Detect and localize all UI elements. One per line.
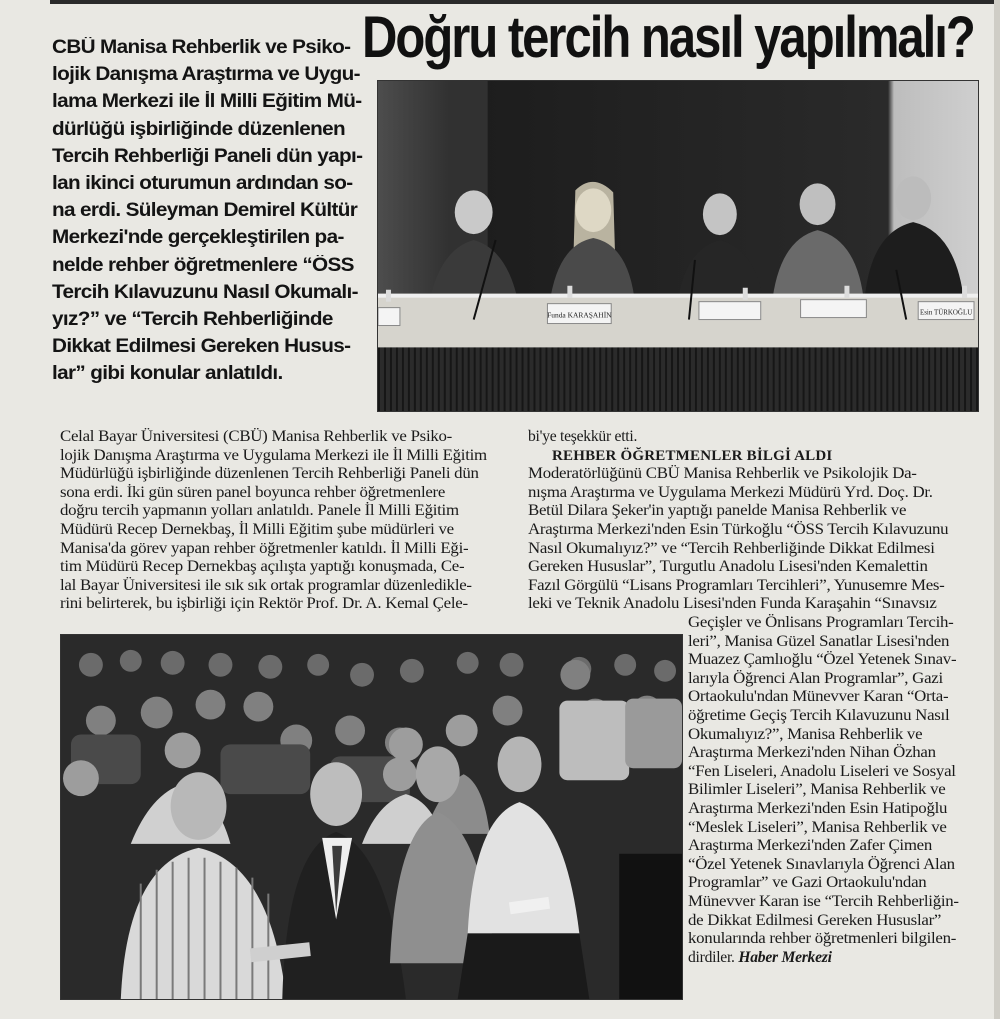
body-line: sona erdi. İki gün süren panel boyunca rehber öğretmenlere: [60, 483, 446, 501]
body-line: Araştırma Merkezi'nden Esin Hatipoğlu: [688, 799, 948, 817]
body-line: tim Müdürü Recep Dernekbaş açılışta yaptığı konuşmada, Ce-: [60, 558, 465, 576]
body-line: leki ve Teknik Anadolu Lisesi'nden Funda Karaşahin “Sınavsız: [528, 595, 937, 613]
body-line: de Dikkat Edilmesi Gereken Hususlar”: [688, 911, 942, 929]
body-column-right-top: [528, 428, 988, 614]
body-line: Araştırma Merkezi'nden Zafer Çimen: [688, 837, 933, 855]
lead-line: Dikkat Edilmesi Gereken Husus-: [52, 336, 351, 358]
nameplate-funda: Funda KARAŞAHİN: [547, 310, 612, 320]
lead-line: dürlüğü işbirliğinde düzenlenen: [52, 118, 346, 140]
body-line: Betül Dilara Şeker'in yaptığı panelde Manisa Rehberlik ve: [528, 502, 907, 520]
page-edge: [994, 0, 1000, 1019]
lead-line: Tercih Kılavuzunu Nasıl Okumalı-: [52, 281, 358, 303]
body-line: “Meslek Liseleri”, Manisa Rehberlik ve: [688, 818, 947, 836]
body-line: “Özel Yetenek Sınavlarıyla Öğrenci Alan: [688, 855, 955, 873]
body-line: bi'ye teşekkür etti.: [528, 428, 638, 445]
body-line: Bilimler Liseleri”, Manisa Rehberlik ve: [688, 781, 946, 799]
byline: Haber Merkezi: [738, 948, 832, 966]
body-line: Okumalıyız?”, Manisa Rehberlik ve: [688, 725, 923, 743]
subhead: REHBER ÖĞRETMENLER BİLGİ ALDI: [552, 447, 833, 464]
lead-line: CBÜ Manisa Rehberlik ve Psiko-: [52, 37, 351, 58]
lead-line: lan ikinci oturumun ardından so-: [52, 172, 353, 194]
lead-line: na erdi. Süleyman Demirel Kültür: [52, 200, 358, 222]
audience-photo: [60, 634, 683, 1000]
body-line: nışma Araştırma ve Uygulama Merkezi Müdürü Yrd. Doç. Dr.: [528, 483, 933, 501]
body-line: Gereken Hususlar”, Turgutlu Anadolu Lisesi'nden Kemalettin: [528, 558, 928, 576]
body-column-right-top-lines: [528, 465, 988, 614]
body-last-line: [688, 949, 988, 968]
body-line: öğretime Geçiş Tercih Kılavuzunu Nasıl: [688, 706, 950, 724]
body-line: Geçişler ve Önlisans Programları Tercih-: [688, 614, 954, 631]
body-line: rini belirterek, bu işbirliği için Rektör Prof. Dr. A. Kemal Çele-: [60, 595, 468, 613]
body-column-left: [60, 428, 500, 614]
body-line: Moderatörlüğünü CBÜ Manisa Rehberlik ve Psikolojik Da-: [528, 465, 917, 483]
body-line: Celal Bayar Üniversitesi (CBÜ) Manisa Rehberlik ve Psiko-: [60, 428, 453, 445]
lead-line: Merkezi'nde gerçekleştirilen pa-: [52, 227, 344, 249]
body-line: larıyla Öğrenci Alan Programlar”, Gazi: [688, 669, 943, 687]
body-line: lal Bayar Üniversitesi ile sık sık ortak programlar düzenledikle-: [60, 576, 472, 594]
lead-paragraph: [52, 34, 364, 387]
body-line: Müdürü Recep Dernekbaş, İl Milli Eğitim şube müdürleri ve: [60, 520, 454, 538]
panel-photo-image: [378, 81, 978, 411]
body-line: Müdürlüğü işbirliğinde düzenlenen Tercih Rehberliği Paneli dün: [60, 465, 479, 483]
body-line: Manisa'da görev yapan rehber öğretmenler katıldı. İl Milli Eği-: [60, 539, 469, 557]
audience-photo-image: [61, 635, 682, 999]
body-line: Muazez Çamlıoğlu “Özel Yetenek Sınav-: [688, 651, 957, 669]
body-line: “Fen Liseleri, Anadolu Liseleri ve Sosyal: [688, 762, 956, 780]
body-column-right-bottom-lines: [688, 614, 988, 949]
body-line: leri”, Manisa Güzel Sanatlar Lisesi'nden: [688, 632, 950, 650]
body-column-right-bottom: [688, 614, 988, 967]
lead-line: Tercih Rehberliği Paneli dün yapı-: [52, 145, 363, 167]
body-last-line-text: dirdiler.: [688, 948, 735, 966]
body-line: Ortaokulu'ndan Münevver Karan “Orta-: [688, 688, 949, 706]
lead-line: lar” gibi konular anlatıldı.: [52, 363, 283, 385]
body-line: doğru tercih yapmanın yolları anlatıldı. Panele İl Milli Eğitim: [60, 502, 459, 520]
body-line: Programlar” ve Gazi Ortaokulu'ndan: [688, 874, 927, 892]
nameplate-esin: Esin TÜRKOĞLU: [919, 308, 973, 317]
lead-line: yız?” ve “Tercih Rehberliğinde: [52, 308, 333, 330]
headline: Doğru tercih nasıl yapılmalı?: [362, 5, 974, 71]
body-line: Araştırma Merkezi'nden Esin Türkoğlu “ÖSS Tercih Kılavuzunu: [528, 520, 949, 538]
body-line: konularında rehber öğretmenleri bilgilen-: [688, 930, 957, 948]
lead-line: lama Merkezi ile İl Milli Eğitim Mü-: [52, 91, 362, 113]
lead-line: nelde rehber öğretmenlere “ÖSS: [52, 254, 354, 276]
body-line: Nasıl Okumalıyız?” ve “Tercih Rehberliğinde Dikkat Edilmesi: [528, 539, 935, 557]
body-line: Fazıl Görgülü “Lisans Programları Tercihleri”, Yunusemre Mes-: [528, 576, 945, 594]
body-line: Münevver Karan ise “Tercih Rehberliğin-: [688, 892, 959, 910]
body-line: lojik Danışma Araştırma ve Uygulama Merkezi ile İl Milli Eğitim: [60, 446, 487, 464]
body-line: Araştırma Merkezi'nden Nihan Özhan: [688, 744, 936, 762]
lead-line: lojik Danışma Araştırma ve Uygu-: [52, 64, 360, 86]
panel-photo: [377, 80, 979, 412]
